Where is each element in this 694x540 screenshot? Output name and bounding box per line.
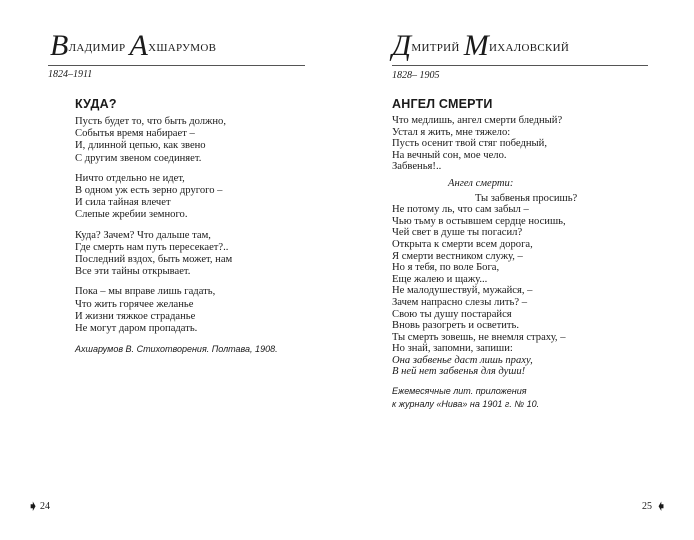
poem-line: Не потому ль, что сам забыл – [392,204,529,216]
poem-line: Все эти тайны открывает. [75,266,191,278]
poem-line: Что медлишь, ангел смерти бледный? [392,115,563,126]
left-author-header [50,31,216,63]
poem-line: Еще жалею и щажу... [392,273,488,285]
poem-line: В ней нет забвенья для души! [392,366,526,378]
poem-source [392,385,577,411]
header-rule [48,65,305,66]
arrow-left-ornament-icon: ➧ [656,499,667,513]
poem-line: Ты забвенья просишь? [475,192,578,204]
poem-line: На вечный сон, мое чело. [392,149,507,161]
poem-line: Зачем напрасно слезы лить? – [392,296,528,308]
poem-title: АНГЕЛ СМЕРТИ [392,97,493,111]
author-name-part: ихаловский [489,38,570,55]
source-line: Ежемесячные лит. приложения [392,386,527,397]
author-name-part: хшарумов [148,38,217,55]
page-number: 25 [642,501,652,512]
poem-line: Забвенья!.. [392,161,442,173]
right-poem-block [392,97,577,411]
stanza-gap [75,278,278,286]
poem-line: И, длинной цепью, как звено [75,140,206,152]
poem-line: Что жить горячее желанье [75,298,194,310]
right-author-header [392,31,569,63]
poem-line: Куда? Зачем? Что дальше там, [75,229,211,241]
poem-line: Ты смерть зовешь, не внемля страху, – [392,331,566,343]
poem-line: И сила тайная влечет [75,197,171,209]
poem-line: Вновь разогреть и осветить. [392,320,520,332]
poem-line: Пусть осенит твой стяг победный, [392,138,547,150]
poem-line: Но знай, запомни, запиши: [392,343,513,355]
poem-line: Не могут даром пропадать. [75,323,198,335]
poem-body [75,116,278,335]
poem-line: Но я тебя, по воле Бога, [392,262,500,274]
author-initial: А [129,29,149,62]
poem-line: Устал я жить, мне тяжело: [392,126,511,138]
poem-line: И жизни тяжкое страданье [75,310,196,322]
stanza-gap [75,165,278,173]
author-years: 1824–1911 [48,69,93,80]
author-name-part: митрий [411,38,460,55]
page-number: 24 [40,501,50,512]
poem-line: Пока – мы вправе лишь гадать, [75,286,216,298]
poem-line: В одном уж есть зерно другого – [75,185,223,197]
stanza-gap [75,222,278,230]
poem-body [392,115,577,378]
poem-line: Слепые жребии земного. [75,209,188,221]
poem-line: Она забвенье даст лишь праху, [392,354,533,366]
poem-line: Где смерть нам путь пересекает?.. [75,241,229,253]
poem-title: КУДА? [75,97,117,111]
author-initial: В [50,29,69,62]
poem-line: Чей свет в душе ты погасил? [392,227,523,239]
poem-line: Последний вздох, быть может, нам [75,254,233,266]
poem-line: Ничто отдельно не идет, [75,172,185,184]
poem-line: Свою ты душу постарайся [392,308,512,320]
poem-line: Я смерти вестником служу, – [392,250,523,262]
header-rule [392,65,648,66]
left-poem-block [75,97,278,356]
author-name-part: ладимир [68,38,126,55]
poem-line: Чью тьму в остывшем сердце носишь, [392,215,566,227]
poem-line: Не малодушествуй, мужайся, – [392,285,533,297]
speaker-label: Ангел смерти: [448,177,514,189]
author-initial: Д [392,29,412,62]
poem-source: Ахшарумов В. Стихотворения. Полтава, 1908. [75,344,278,355]
author-years: 1828– 1905 [392,70,440,81]
arrow-right-ornament-icon: ➧ [28,499,39,513]
poem-line: Пусть будет то, что быть должно, [75,116,226,127]
poem-line: С другим звеном соединяет. [75,152,202,164]
poem-line: Открыта к смерти всем дорога, [392,238,533,250]
source-line: к журналу «Нива» на 1901 г. № 10. [392,399,540,410]
poem-line: Событья время набирает – [75,128,195,140]
author-initial: М [463,29,489,62]
